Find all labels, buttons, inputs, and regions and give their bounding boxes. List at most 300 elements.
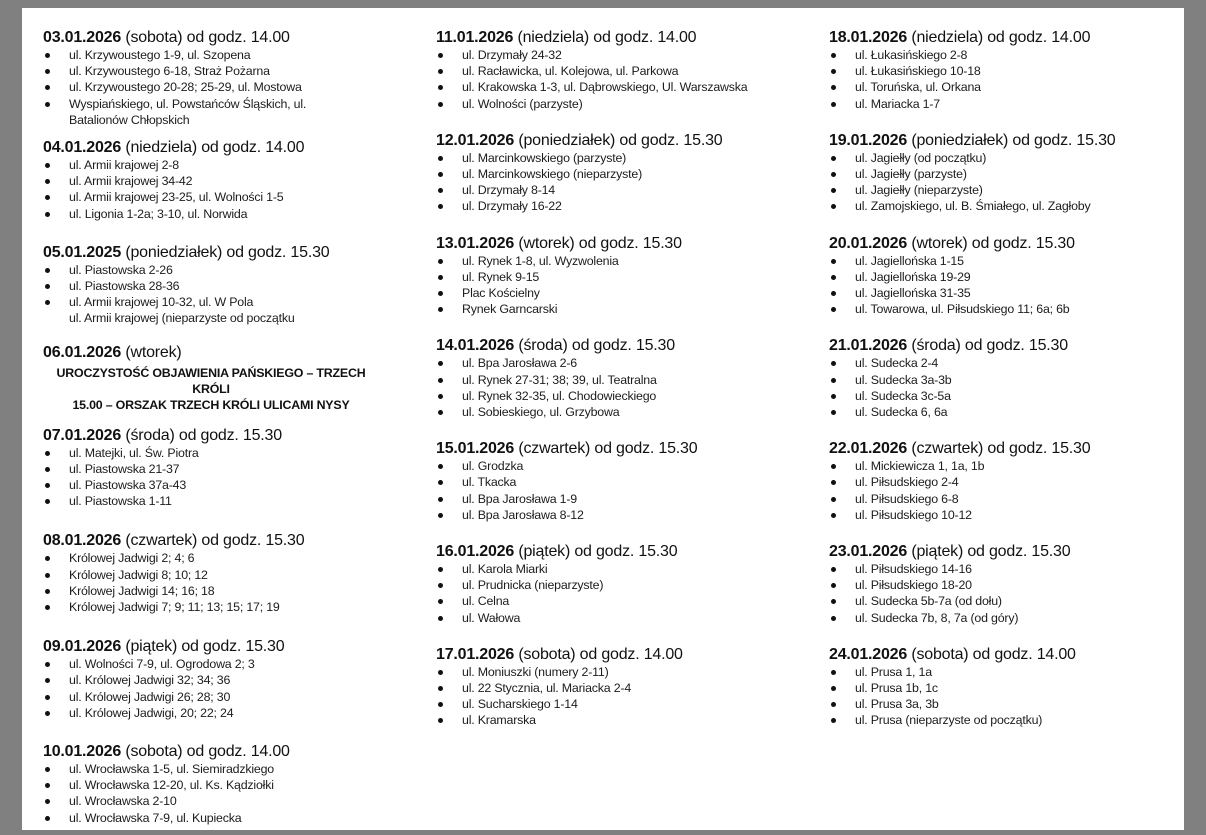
document-page [22,8,1184,830]
day-section [436,645,816,729]
bullet-icon [45,711,50,716]
bullet-icon [438,53,443,58]
schedule-column-1 [43,28,423,826]
bullet-icon [438,85,443,90]
day-section [436,28,816,112]
bullet-icon [438,599,443,604]
bullet-icon [45,483,50,488]
bullet-icon [831,583,836,588]
street-list-item [436,150,816,166]
street-text: ul. Piłsudskiego 6-8 [855,491,959,506]
street-list-item [829,404,1206,420]
day-weekday-time: (środa) od godz. 15.30 [514,337,675,355]
street-list-item [43,112,423,128]
street-list-item [829,712,1206,728]
bullet-icon [45,163,50,168]
day-section [43,531,423,615]
street-text: ul. Rynek 9-15 [462,269,540,284]
street-text: ul. Rynek 32-35, ul. Chodowieckiego [462,388,657,403]
street-text: ul. Królowej Jadwigi 26; 28; 30 [69,689,231,704]
bullet-icon [45,102,50,107]
street-text: ul. Wolności 7-9, ul. Ogrodowa 2; 3 [69,657,255,672]
street-text: Plac Kościelny [462,286,540,301]
day-weekday-time: (piątek) od godz. 15.30 [907,543,1071,561]
street-list-item [436,63,816,79]
street-list [829,150,1206,215]
bullet-icon [438,275,443,280]
street-text: ul. Zamojskiego, ul. B. Śmiałego, ul. Zagłoby [855,199,1091,214]
street-list-item [436,301,816,317]
street-text: ul. Prusa 1, 1a [855,664,932,679]
bullet-icon [831,670,836,675]
day-date: 17.01.2026 [436,645,515,663]
bullet-icon [45,799,50,804]
bullet-icon [438,480,443,485]
street-list [829,458,1206,523]
day-section [829,439,1206,523]
day-weekday-time: (wtorek) od godz. 15.30 [514,234,682,252]
street-text: ul. Ligonia 1-2a; 3-10, ul. Norwida [69,206,248,221]
street-list-item [829,301,1206,317]
street-list-item [43,206,423,222]
street-list-item [829,166,1206,182]
street-list-item [436,491,816,507]
day-date: 03.01.2026 [43,29,122,46]
bullet-icon [45,678,50,683]
bullet-icon [438,102,443,107]
bullet-icon [831,567,836,572]
street-list-item [436,253,816,269]
bullet-icon [45,268,50,273]
street-text: ul. Piłsudskiego 18-20 [855,578,972,593]
street-list-item [436,593,816,609]
street-text: Batalionów Chłopskich [69,112,190,127]
street-text: ul. Bpa Jarosława 1-9 [462,491,577,506]
bullet-icon [438,583,443,588]
day-section [43,138,423,222]
street-text: ul. Jagiełły (od początku) [855,150,987,165]
day-date: 04.01.2026 [43,139,122,157]
street-list-item [43,550,423,566]
street-text: ul. Łukasińskiego 2-8 [855,48,968,62]
bullet-icon [45,589,50,594]
day-heading [43,426,423,445]
bullet-icon [438,291,443,296]
street-list-item [436,610,816,626]
street-text: ul. Jagiełły (nieparzyste) [855,183,983,198]
street-list [436,664,816,729]
street-text: ul. Jagiełły (parzyste) [855,167,967,182]
street-text: ul. Armii krajowej 2-8 [69,158,179,173]
bullet-icon [831,513,836,518]
bullet-icon [45,816,50,821]
street-text: ul. Sudecka 7b, 8, 7a (od góry) [855,610,1019,625]
day-section [436,131,816,215]
street-list-item [436,474,816,490]
street-list-item [43,761,423,777]
street-text: ul. Krzywoustego 20-28; 25-29, ul. Mostowa [69,80,302,95]
day-date: 24.01.2026 [829,645,908,663]
street-list-item [829,577,1206,593]
day-heading [829,645,1206,664]
day-weekday-time: (niedziela) od godz. 14.00 [513,29,697,46]
street-list-item [43,777,423,793]
street-list-item [43,689,423,705]
street-list-item [43,96,423,112]
day-date: 09.01.2026 [43,638,122,656]
street-text: ul. Tkacka [462,475,517,490]
day-heading [43,742,423,761]
street-text: ul. Drzymały 16-22 [462,199,562,214]
street-list-item [43,445,423,461]
street-text: ul. Matejki, ul. Św. Piotra [69,445,199,460]
street-list-item [829,96,1206,112]
day-section [436,439,816,523]
day-date: 11.01.2026 [436,29,514,46]
street-text: ul. Mariacka 1-7 [855,96,940,111]
street-list-item [829,474,1206,490]
street-text: ul. Drzymały 8-14 [462,183,555,198]
day-date: 14.01.2026 [436,337,515,355]
street-list-item [829,610,1206,626]
street-list-item [829,79,1206,95]
street-list-item [436,458,816,474]
street-text: ul. Marcinkowskiego (nieparzyste) [462,167,643,182]
street-text: ul. Armii krajowej (nieparzyste od początku [69,311,295,326]
street-text: ul. Armii krajowej 23-25, ul. Wolności 1-5 [69,190,284,205]
street-text: ul. Sudecka 3c-5a [855,388,951,403]
street-text: ul. Wałowa [462,610,521,625]
street-list-item [829,561,1206,577]
street-list [436,253,816,318]
street-text: ul. Moniuszki (numery 2-11) [462,664,609,679]
day-section [43,637,423,721]
day-weekday-time: (wtorek) [121,343,182,361]
day-heading [829,234,1206,253]
street-text: ul. Łukasińskiego 10-18 [855,64,981,79]
bullet-icon [438,513,443,518]
bullet-icon [831,291,836,296]
street-list-item [829,285,1206,301]
day-heading [43,243,423,262]
bullet-icon [438,204,443,209]
day-weekday-time: (niedziela) od godz. 14.00 [907,29,1091,46]
street-list [829,47,1206,112]
bullet-icon [831,599,836,604]
holiday-note: UROCZYSTOŚĆ OBJAWIENIA PAŃSKIEGO – TRZECH KRÓLI [56,365,366,396]
bullet-icon [45,783,50,788]
street-list-item [436,372,816,388]
day-date: 12.01.2026 [436,131,515,149]
bullet-icon [45,53,50,58]
bullet-icon [831,188,836,193]
day-heading [43,637,423,656]
street-list-item [43,173,423,189]
bullet-icon [438,378,443,383]
bullet-icon [45,499,50,504]
street-text: ul. Piłsudskiego 10-12 [855,507,972,522]
day-section [829,234,1206,318]
street-list [436,561,816,626]
street-text: ul. Wolności (parzyste) [462,96,583,111]
street-list [829,355,1206,420]
street-list-item [43,262,423,278]
street-list-item [43,493,423,509]
day-section [436,542,816,626]
street-list [43,550,423,615]
street-list-item [829,198,1206,214]
day-weekday-time: (piątek) od godz. 15.30 [514,543,678,561]
street-text: ul. Piastowska 21-37 [69,461,180,476]
street-list-item [43,294,423,310]
street-text: ul. Sobieskiego, ul. Grzybowa [462,405,620,420]
street-text: ul. Prusa (nieparzyste od początku) [855,713,1043,728]
day-weekday-time: (sobota) od godz. 14.00 [121,29,290,46]
street-list-item [43,310,423,326]
street-text: ul. Krakowska 1-3, ul. Dąbrowskiego, Ul. Warszawska [462,80,748,95]
bullet-icon [438,702,443,707]
street-list-item [436,388,816,404]
bullet-icon [831,102,836,107]
street-list-item [829,150,1206,166]
street-list-item [436,198,816,214]
street-text: ul. Racławicka, ul. Kolejowa, ul. Parkowa [462,64,679,79]
bullet-icon [831,616,836,621]
schedule-column-2 [436,28,816,729]
street-list-item [829,593,1206,609]
bullet-icon [438,172,443,177]
day-date: 18.01.2026 [829,29,908,46]
bullet-icon [438,686,443,691]
street-list-item [829,269,1206,285]
street-list-item [436,96,816,112]
day-heading [436,645,816,664]
day-heading [829,439,1206,458]
bullet-icon [831,307,836,312]
day-heading [436,131,816,150]
day-weekday-time: (poniedziałek) od godz. 15.30 [907,131,1116,149]
street-text: ul. Wrocławska 2-10 [69,794,177,809]
bullet-icon [45,573,50,578]
bullet-icon [45,69,50,74]
street-list [436,47,816,112]
street-list [43,157,423,222]
day-date: 10.01.2026 [43,743,122,761]
day-heading [43,28,423,47]
street-list-item [436,507,816,523]
street-text: ul. Marcinkowskiego (parzyste) [462,150,627,165]
street-text: ul. Krzywoustego 6-18, Straż Pożarna [69,64,270,79]
street-text: ul. Armii krajowej 34-42 [69,174,193,189]
street-text: ul. Drzymały 24-32 [462,48,562,62]
day-heading [43,138,423,157]
street-list-item [43,567,423,583]
day-weekday-time: (środa) od godz. 15.30 [121,426,282,444]
street-list-item [829,458,1206,474]
street-list-item [436,47,816,63]
street-list-item [829,507,1206,523]
bullet-icon [438,188,443,193]
day-heading [436,439,816,458]
street-list-item [43,461,423,477]
bullet-icon [438,156,443,161]
street-text: ul. Jagiellońska 31-35 [855,286,971,301]
bullet-icon [45,451,50,456]
bullet-icon [438,361,443,366]
bullet-icon [45,195,50,200]
street-list-item [43,63,423,79]
day-weekday-time: (czwartek) od godz. 15.30 [121,532,305,550]
day-date: 05.01.2025 [43,243,122,261]
street-text: ul. Bpa Jarosława 8-12 [462,507,584,522]
bullet-icon [45,284,50,289]
street-list-item [436,285,816,301]
street-text: Królowej Jadwigi 7; 9; 11; 13; 15; 17; 19 [69,600,280,615]
street-text: ul. Bpa Jarosława 2-6 [462,356,577,371]
street-list [829,664,1206,729]
street-text: ul. Jagiellońska 19-29 [855,269,971,284]
bullet-icon [45,556,50,561]
day-section [43,343,423,413]
street-text: Wyspiańskiego, ul. Powstańców Śląskich, ul. [69,96,307,111]
street-text: ul. Wrocławska 1-5, ul. Siemiradzkiego [69,762,274,777]
street-list-item [43,810,423,826]
holiday-note: 15.00 – ORSZAK TRZECH KRÓLI ULICAMI NYSY [72,397,350,412]
street-list-item [829,491,1206,507]
street-list-item [829,388,1206,404]
street-text: ul. Karola Miarki [462,562,548,577]
day-section [829,28,1206,112]
street-list-item [436,79,816,95]
street-list-item [436,696,816,712]
street-list-item [43,477,423,493]
street-text: ul. Toruńska, ul. Orkana [855,80,981,95]
bullet-icon [831,53,836,58]
street-text: ul. Kramarska [462,713,536,728]
day-section [829,645,1206,729]
street-text: ul. Krzywoustego 1-9, ul. Szopena [69,48,251,62]
bullet-icon [831,686,836,691]
bullet-icon [438,69,443,74]
bullet-icon [438,616,443,621]
street-list-item [43,672,423,688]
street-list [43,262,423,327]
street-list-item [43,47,423,63]
street-list-item [436,712,816,728]
bullet-icon [45,662,50,667]
day-section [436,234,816,318]
day-date: 22.01.2026 [829,440,908,458]
bullet-icon [831,702,836,707]
street-list [436,150,816,215]
street-list-item [829,680,1206,696]
street-text: ul. Wrocławska 7-9, ul. Kupiecka [69,810,242,825]
day-heading [43,531,423,550]
bullet-icon [831,361,836,366]
day-weekday-time: (piątek) od godz. 15.30 [121,638,285,656]
street-text: ul. Jagiellońska 1-15 [855,253,964,268]
street-text: ul. Rynek 1-8, ul. Wyzwolenia [462,253,619,268]
bullet-icon [438,718,443,723]
bullet-icon [831,394,836,399]
day-weekday-time: (środa) od godz. 15.30 [907,337,1068,355]
street-list-item [43,705,423,721]
street-list-item [829,182,1206,198]
street-list [43,445,423,510]
street-text: Królowej Jadwigi 14; 16; 18 [69,583,215,598]
street-list [829,561,1206,626]
street-list-item [43,599,423,615]
day-heading [43,343,423,362]
street-list-item [43,278,423,294]
street-list-item [43,79,423,95]
bullet-icon [438,497,443,502]
bullet-icon [438,567,443,572]
day-weekday-time: (czwartek) od godz. 15.30 [514,440,698,458]
bullet-icon [438,410,443,415]
day-date: 16.01.2026 [436,543,515,561]
street-text: ul. Królowej Jadwigi, 20; 22; 24 [69,705,234,720]
day-heading [829,336,1206,355]
street-list-item [43,189,423,205]
bullet-icon [831,410,836,415]
day-section [829,542,1206,626]
street-text: Królowej Jadwigi 8; 10; 12 [69,567,208,582]
day-section [43,28,423,128]
day-weekday-time: (wtorek) od godz. 15.30 [907,234,1075,252]
street-text: ul. Grodzka [462,459,524,474]
day-heading [436,28,816,47]
street-list-item [436,404,816,420]
bullet-icon [438,464,443,469]
street-list-item [43,793,423,809]
day-weekday-time: (poniedziałek) od godz. 15.30 [121,243,330,261]
day-weekday-time: (sobota) od godz. 14.00 [121,743,290,761]
street-text: ul. Piastowska 37a-43 [69,478,187,493]
street-list [436,458,816,523]
street-list-item [829,63,1206,79]
street-list-item [829,47,1206,63]
day-date: 07.01.2026 [43,426,122,444]
street-text: Królowej Jadwigi 2; 4; 6 [69,551,195,566]
street-list [829,253,1206,318]
street-text: ul. Królowej Jadwigi 32; 34; 36 [69,673,231,688]
day-section [829,336,1206,420]
street-text: ul. Mickiewicza 1, 1a, 1b [855,459,985,474]
street-text: ul. Sudecka 6, 6a [855,405,948,420]
street-list-item [436,664,816,680]
street-list-item [436,577,816,593]
day-weekday-time: (czwartek) od godz. 15.30 [907,440,1091,458]
street-text: ul. Piłsudskiego 2-4 [855,475,959,490]
street-list-item [43,157,423,173]
day-heading [829,131,1206,150]
day-date: 13.01.2026 [436,234,515,252]
bullet-icon [831,85,836,90]
day-heading [829,28,1206,47]
street-text: ul. Piastowska 2-26 [69,262,173,277]
day-section [43,426,423,510]
day-date: 08.01.2026 [43,532,122,550]
day-heading [829,542,1206,561]
schedule-column-3 [829,28,1206,729]
street-text: ul. Sudecka 2-4 [855,356,939,371]
street-text: ul. Prudnicka (nieparzyste) [462,578,604,593]
street-list [43,656,423,721]
street-list-item [436,182,816,198]
day-date: 15.01.2026 [436,440,515,458]
day-heading [436,336,816,355]
